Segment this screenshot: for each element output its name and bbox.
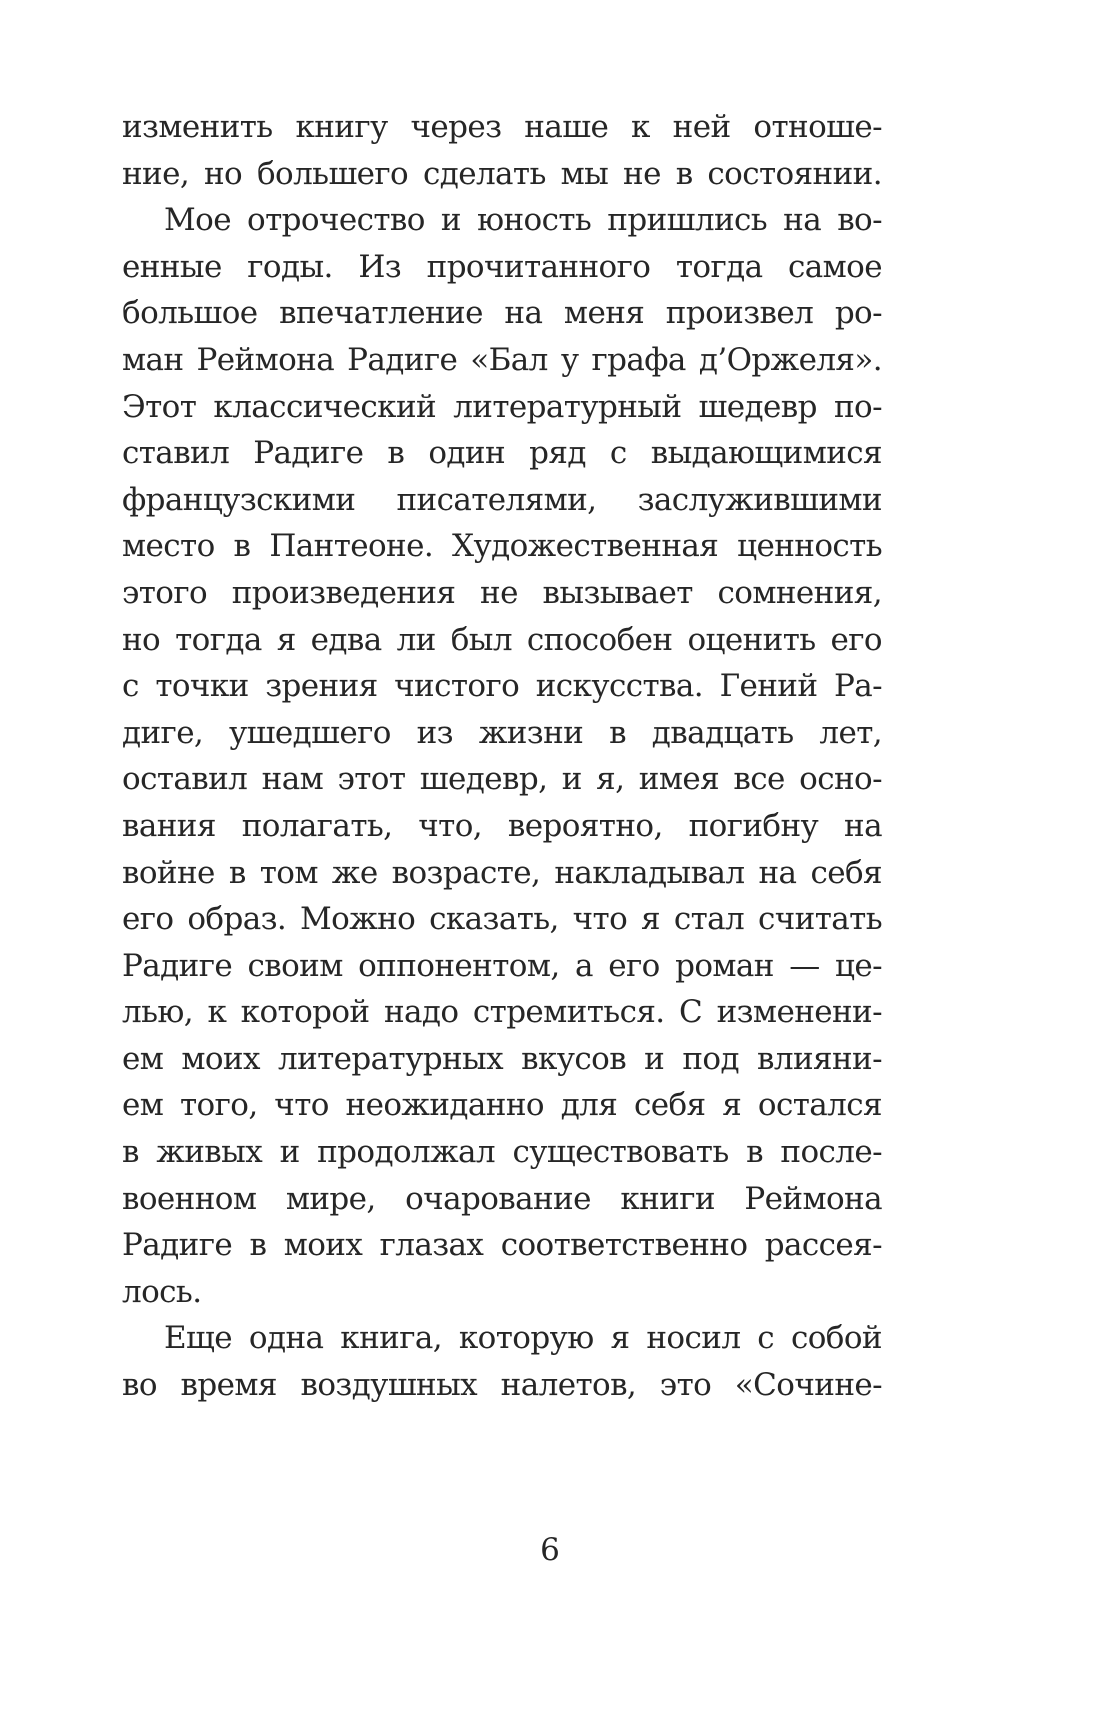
text-line: но тогда я едва ли был способен оценить его: [122, 621, 882, 658]
text-line: вания полагать, что, вероятно, погибну на: [122, 807, 882, 844]
text-line: войне в том же возрасте, накладывал на себя: [122, 854, 882, 891]
page-body: [122, 104, 882, 1409]
text-line: изменить книгу через наше к ней отноше-: [122, 109, 882, 145]
text-line: Радиге в моих глазах соответственно рассея-: [122, 1227, 882, 1264]
text-line: лось.: [122, 1273, 202, 1310]
text-line: ем моих литературных вкусов и под влияни-: [122, 1040, 882, 1077]
text-line: енные годы. Из прочитанного тогда самое: [122, 248, 882, 285]
text-line: этого произведения не вызывает сомнения,: [122, 574, 882, 611]
text-line: ние, но большего сделать мы не в состоянии.: [122, 155, 882, 192]
text-line: его образ. Можно сказать, что я стал считать: [122, 901, 882, 938]
text-line: с точки зрения чистого искусства. Гений Ра-: [122, 668, 882, 705]
text-line: Еще одна книга, которую я носил с собой: [164, 1320, 882, 1357]
text-line: в живых и продолжал существовать в после-: [122, 1134, 882, 1171]
text-line: оставил нам этот шедевр, и я, имея все осно-: [122, 761, 882, 798]
text-line: место в Пантеоне. Художественная ценность: [122, 528, 882, 565]
text-line: военном мире, очарование книги Реймона: [122, 1180, 882, 1217]
text-line: диге, ушедшего из жизни в двадцать лет,: [122, 714, 882, 751]
text-line: Мое отрочество и юность пришлись на во-: [164, 202, 882, 239]
text-line: лью, к которой надо стремиться. С изменени-: [122, 994, 882, 1031]
text-line: Радиге своим оппонентом, а его роман — це-: [122, 947, 882, 984]
text-line: ем того, что неожиданно для себя я остался: [122, 1087, 882, 1124]
text-line: ставил Радиге в один ряд с выдающимися: [122, 435, 882, 472]
text-line: ман Реймона Радиге «Бал у графа д’Оржеля».: [122, 341, 882, 378]
page-number: 6: [540, 1532, 560, 1568]
text-line: во время воздушных налетов, это «Сочине-: [122, 1367, 882, 1404]
text-line: французскими писателями, заслужившими: [122, 481, 882, 518]
text-line: Этот классический литературный шедевр по-: [122, 388, 882, 425]
text-line: большое впечатление на меня произвел ро-: [122, 295, 882, 332]
